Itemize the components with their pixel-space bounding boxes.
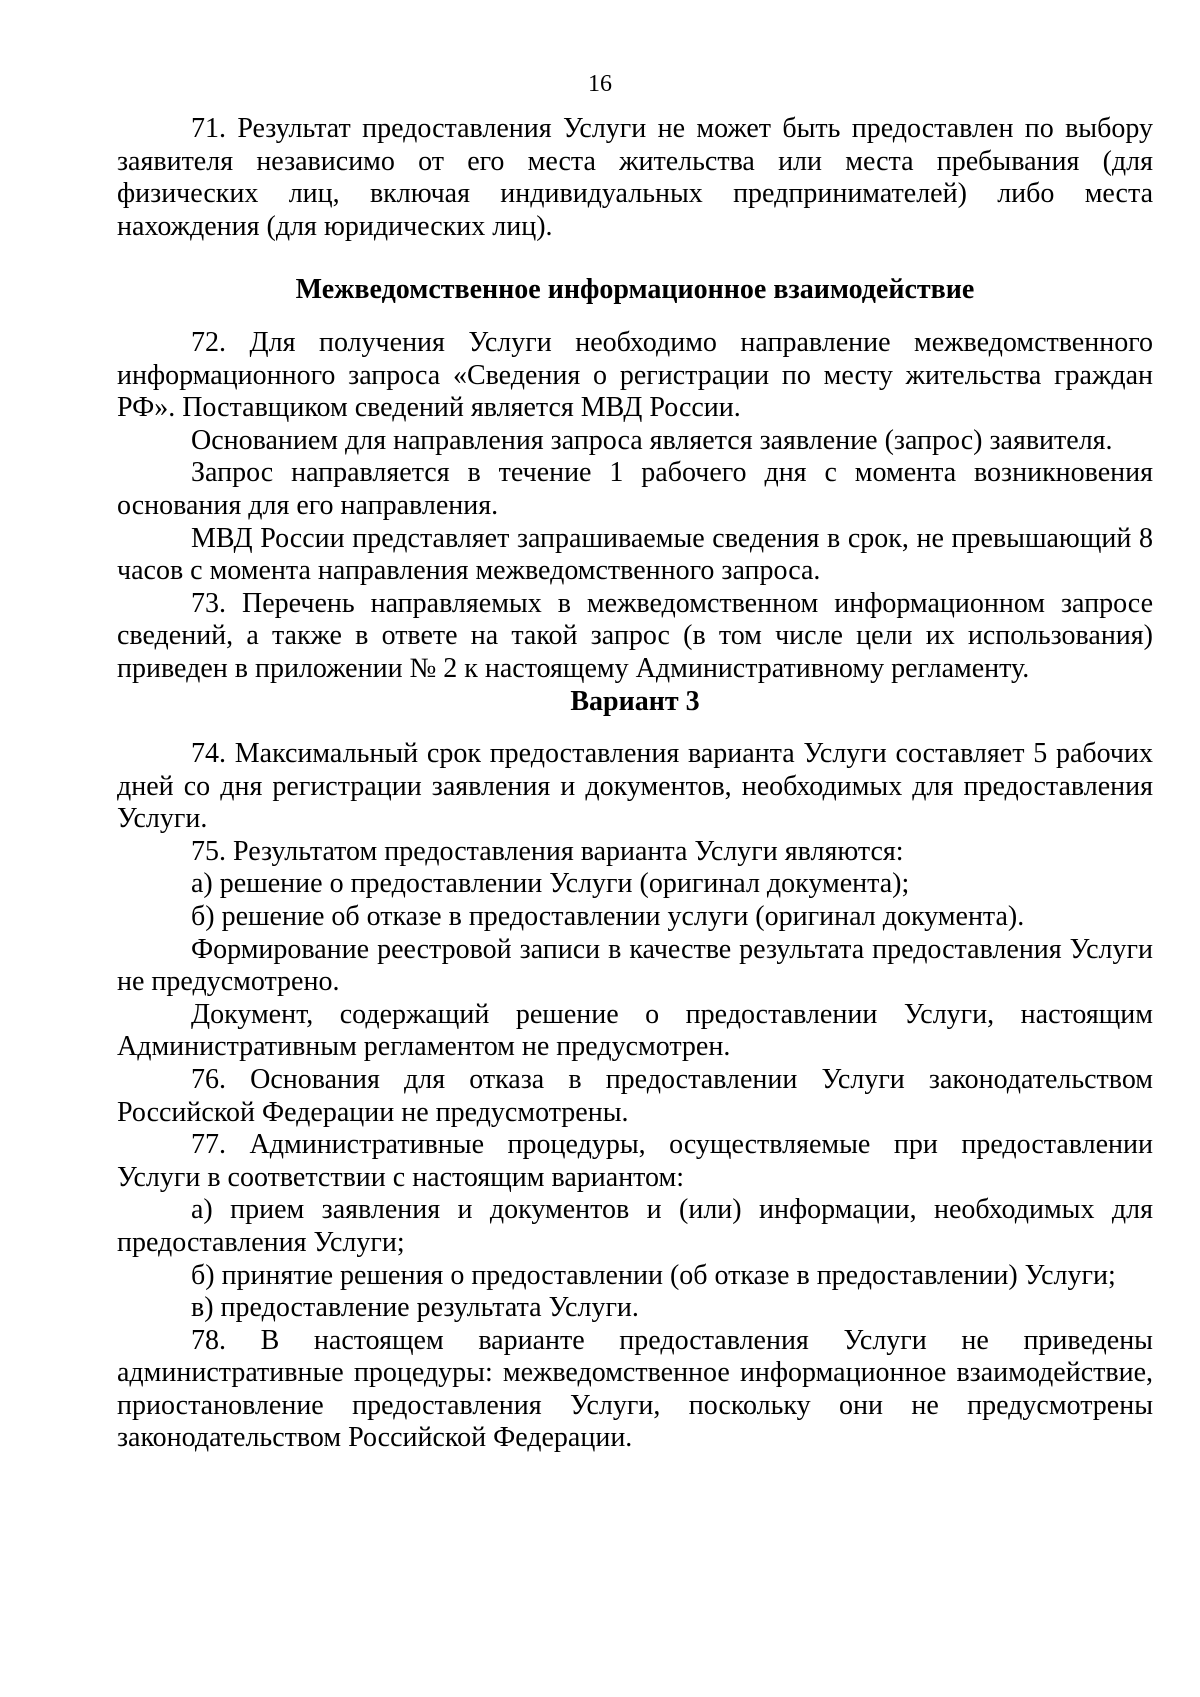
paragraph-72: 72. Для получения Услуги необходимо направление межведомственного информационного запроса «Сведения о регистрации по месту жительства граждан РФ». Поставщиком сведений является МВД России. — [117, 327, 1153, 424]
heading-interagency-interaction: Межведомственное информационное взаимодействие — [295, 274, 975, 305]
paragraph-registry-record: Формирование реестровой записи в качестве результата предоставления Услуги не предусмотрено. — [117, 933, 1153, 998]
list-item-75a: а) решение о предоставлении Услуги (оригинал документа); — [191, 868, 910, 900]
paragraph-73: 73. Перечень направляемых в межведомственном информационном запросе сведений, а также в ответе на такой запрос (в том числе цели их использования) приведен в приложении № 2 к настоящему Административному регламенту. — [117, 587, 1153, 684]
paragraph-request-timing: Запрос направляется в течение 1 рабочего дня с момента возникновения основания для его направления. — [117, 457, 1153, 521]
paragraph-basis: Основанием для направления запроса является заявление (запрос) заявителя. — [191, 424, 1113, 456]
section-intro — [117, 113, 1153, 243]
paragraph-76: 76. Основания для отказа в предоставлении Услуги законодательством Российской Федерации не предусмотрены. — [117, 1063, 1153, 1128]
list-item-77a: а) прием заявления и документов и (или) информации, необходимых для предоставления Услуги; — [117, 1194, 1153, 1258]
paragraph-77: 77. Административные процедуры, осуществляемые при предоставлении Услуги в соответствии с настоящим вариантом: — [117, 1129, 1153, 1193]
paragraph-response-timing: МВД России представляет запрашиваемые сведения в срок, не превышающий 8 часов с момента направления межведомственного запроса. — [117, 522, 1153, 587]
paragraph-78: 78. В настоящем варианте предоставления Услуги не приведены административные процедуры: межведомственное информационное взаимодействие, приостановление предоставления Услуги, поскольку они не предусмотрены законодательством Российской Федерации. — [117, 1324, 1153, 1454]
page-number: 16 — [588, 71, 612, 97]
heading-variant-3: Вариант 3 — [570, 686, 700, 717]
list-item-77b: б) принятие решения о предоставлении (об отказе в предоставлении) Услуги; — [191, 1259, 1116, 1291]
paragraph-decision-document: Документ, содержащий решение о предоставлении Услуги, настоящим Административным регламентом не предусмотрен. — [117, 998, 1153, 1063]
paragraph-74: 74. Максимальный срок предоставления варианта Услуги составляет 5 рабочих дней со дня регистрации заявления и документов, необходимых для предоставления Услуги. — [117, 738, 1153, 835]
paragraph-71: 71. Результат предоставления Услуги не может быть предоставлен по выбору заявителя независимо от его места жительства или места пребывания (для физических лиц, включая индивидуальных предпринимателей) либо места нахождения (для юридических лиц). — [117, 113, 1153, 242]
paragraph-75: 75. Результатом предоставления варианта Услуги являются: — [191, 835, 904, 867]
section-interagency — [117, 327, 1153, 686]
section-variant-3 — [117, 738, 1153, 1455]
list-item-77c: в) предоставление результата Услуги. — [191, 1292, 639, 1324]
list-item-75b: б) решение об отказе в предоставлении услуги (оригинал документа). — [191, 900, 1025, 932]
